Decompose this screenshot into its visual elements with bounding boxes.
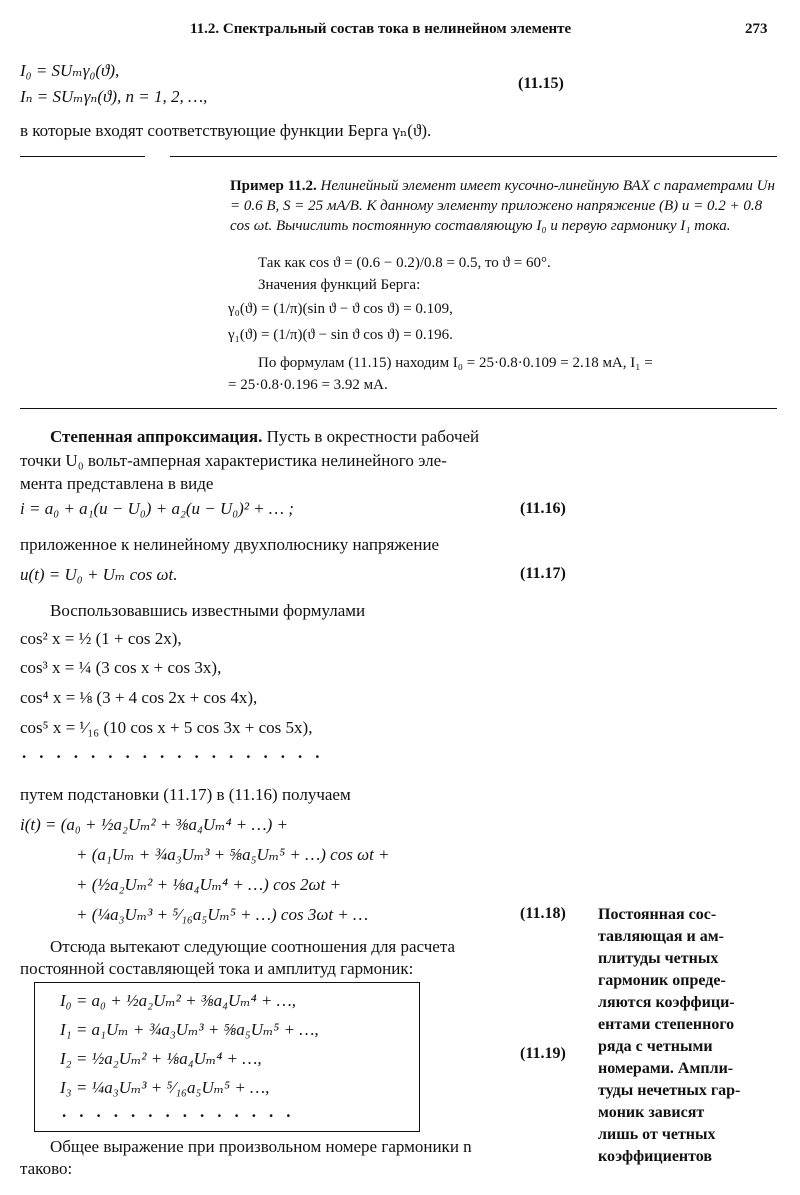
paragraph-text: Отсюда вытекают следующие соотношения для расчета: [50, 937, 456, 956]
example-line: = 25·0.8·0.196 = 3.92 мА.: [228, 377, 388, 393]
margin-note-line: ряда с четными: [598, 1038, 713, 1055]
equation-line: i(t) = (a₀ + ½a₂Uₘ² + ⅜a₄Uₘ⁴ + …) +: [20, 815, 288, 834]
paragraph-text: Воспользовавшись известными формулами: [50, 601, 366, 620]
paragraph-text: путем подстановки (11.17) в (11.16) получаем: [20, 785, 351, 804]
equation-line: + (½a₂Uₘ² + ⅛a₄Uₘ⁴ + …) cos 2ωt +: [76, 875, 341, 894]
example-line: Так как cos ϑ = (0.6 − 0.2)/0.8 = 0.5, то ϑ = 60°.: [258, 255, 551, 271]
equation-number: (11.16): [520, 500, 566, 517]
equation-line: u(t) = U₀ + Uₘ cos ωt.: [20, 565, 178, 584]
example-formula: γ₀(ϑ) = (1/π)(sin ϑ − ϑ cos ϑ) = 0.109,: [228, 301, 453, 317]
paragraph-text: приложенное к нелинейному двухполюснику напряжение: [20, 535, 440, 554]
margin-note-line: туды нечетных гар-: [598, 1082, 741, 1099]
margin-note-line: лишь от четных: [598, 1126, 716, 1143]
equation-line: + (a₁Uₘ + ¾a₃Uₘ³ + ⅝a₅Uₘ⁵ + …) cos ωt +: [76, 845, 390, 864]
margin-note-line: гармоник опреде-: [598, 972, 726, 989]
formula-line: cos⁴ x = ⅛ (3 + 4 cos 2x + cos 4x),: [20, 688, 258, 707]
margin-note: [598, 904, 740, 1168]
ellipsis-dots: ..................: [22, 743, 333, 762]
paragraph-text: Общее выражение при произвольном номере гармоники n: [50, 1137, 472, 1156]
divider: [170, 156, 777, 157]
formula-line: cos³ x = ¼ (3 cos x + cos 3x),: [20, 658, 222, 677]
equation-line: + (¼a₃Uₘ³ + ⁵⁄₁₆a₅Uₘ⁵ + …) cos 3ωt + …: [76, 905, 369, 924]
section-heading: Степенная аппроксимация.: [50, 427, 263, 446]
paragraph-text: точки U₀ вольт-амперная характеристика нелинейного эле-: [20, 451, 447, 470]
margin-note-line: тавляющая и ам-: [598, 928, 724, 945]
paragraph-text: Пусть в окрестности рабочей: [266, 427, 480, 446]
paragraph-text: в которые входят соответствующие функции Берга γₙ(ϑ).: [20, 121, 432, 140]
example-formula: γ₁(ϑ) = (1/π)(ϑ − sin ϑ cos ϑ) = 0.196.: [228, 327, 453, 343]
section-first-line: [50, 428, 479, 445]
equation-number: (11.18): [520, 905, 566, 922]
example-line: Значения функций Берга:: [258, 277, 421, 293]
running-header: 11.2. Спектральный состав тока в нелинейном элементе: [190, 21, 572, 37]
paragraph-text: постоянной составляющей тока и амплитуд гармоник:: [20, 959, 414, 978]
margin-note-line: ентами степенного: [598, 1016, 735, 1033]
margin-note-line: плитуды четных: [598, 950, 719, 967]
example-line: По формулам (11.15) находим I₀ = 25·0.8·0.109 = 2.18 мА, I₁ =: [258, 355, 653, 371]
equation-line: I₃ = ¼a₃Uₘ³ + ⁵⁄₁₆a₅Uₘ⁵ + …,: [60, 1078, 270, 1097]
equation-number: (11.15): [518, 75, 564, 92]
margin-note-line: номерами. Ампли-: [598, 1060, 734, 1077]
margin-note-line: ляются коэффици-: [598, 994, 735, 1011]
equation-line: Iₙ = SUₘγₙ(ϑ), n = 1, 2, …,: [20, 87, 208, 106]
formula-line: cos⁵ x = ¹⁄₁₆ (10 cos x + 5 cos 3x + cos 5x),: [20, 718, 313, 737]
equation-line: I₀ = SUₘγ₀(ϑ),: [20, 61, 120, 80]
equation-number: (11.17): [520, 565, 566, 582]
paragraph-text: мента представлена в виде: [20, 474, 214, 493]
divider: [20, 408, 777, 409]
paragraph-text: таково:: [20, 1159, 73, 1178]
example-statement: [230, 176, 778, 236]
formula-line: cos² x = ½ (1 + cos 2x),: [20, 629, 182, 648]
equation-line: I₀ = a₀ + ½a₂Uₘ² + ⅜a₄Uₘ⁴ + …,: [60, 991, 296, 1010]
page-number: 273: [745, 21, 768, 37]
divider: [20, 156, 145, 157]
equation-line: I₂ = ½a₂Uₘ² + ⅛a₄Uₘ⁴ + …,: [60, 1049, 262, 1068]
margin-note-line: Постоянная сос-: [598, 906, 717, 923]
equation-line: I₁ = a₁Uₘ + ¾a₃Uₘ³ + ⅝a₅Uₘ⁵ + …,: [60, 1020, 319, 1039]
example-title: Пример 11.2.: [230, 178, 317, 194]
ellipsis-dots: ..............: [62, 1102, 304, 1121]
margin-note-line: коэффициентов: [598, 1148, 713, 1165]
example-text: Нелинейный элемент имеет кусочно-линейную ВАХ с параметрами Uн = 0.6 В, S = 25 мА/В. К данному элементу приложено напряжение (В) u = 0.2 + 0.8 cos ωt. Вычислить постоянную составляющую I₀ и первую гармонику I₁ тока.: [230, 178, 775, 234]
equation-number: (11.19): [520, 1045, 566, 1062]
margin-note-line: моник зависят: [598, 1104, 705, 1121]
equation-line: i = a₀ + a₁(u − U₀) + a₂(u − U₀)² + … ;: [20, 499, 294, 518]
